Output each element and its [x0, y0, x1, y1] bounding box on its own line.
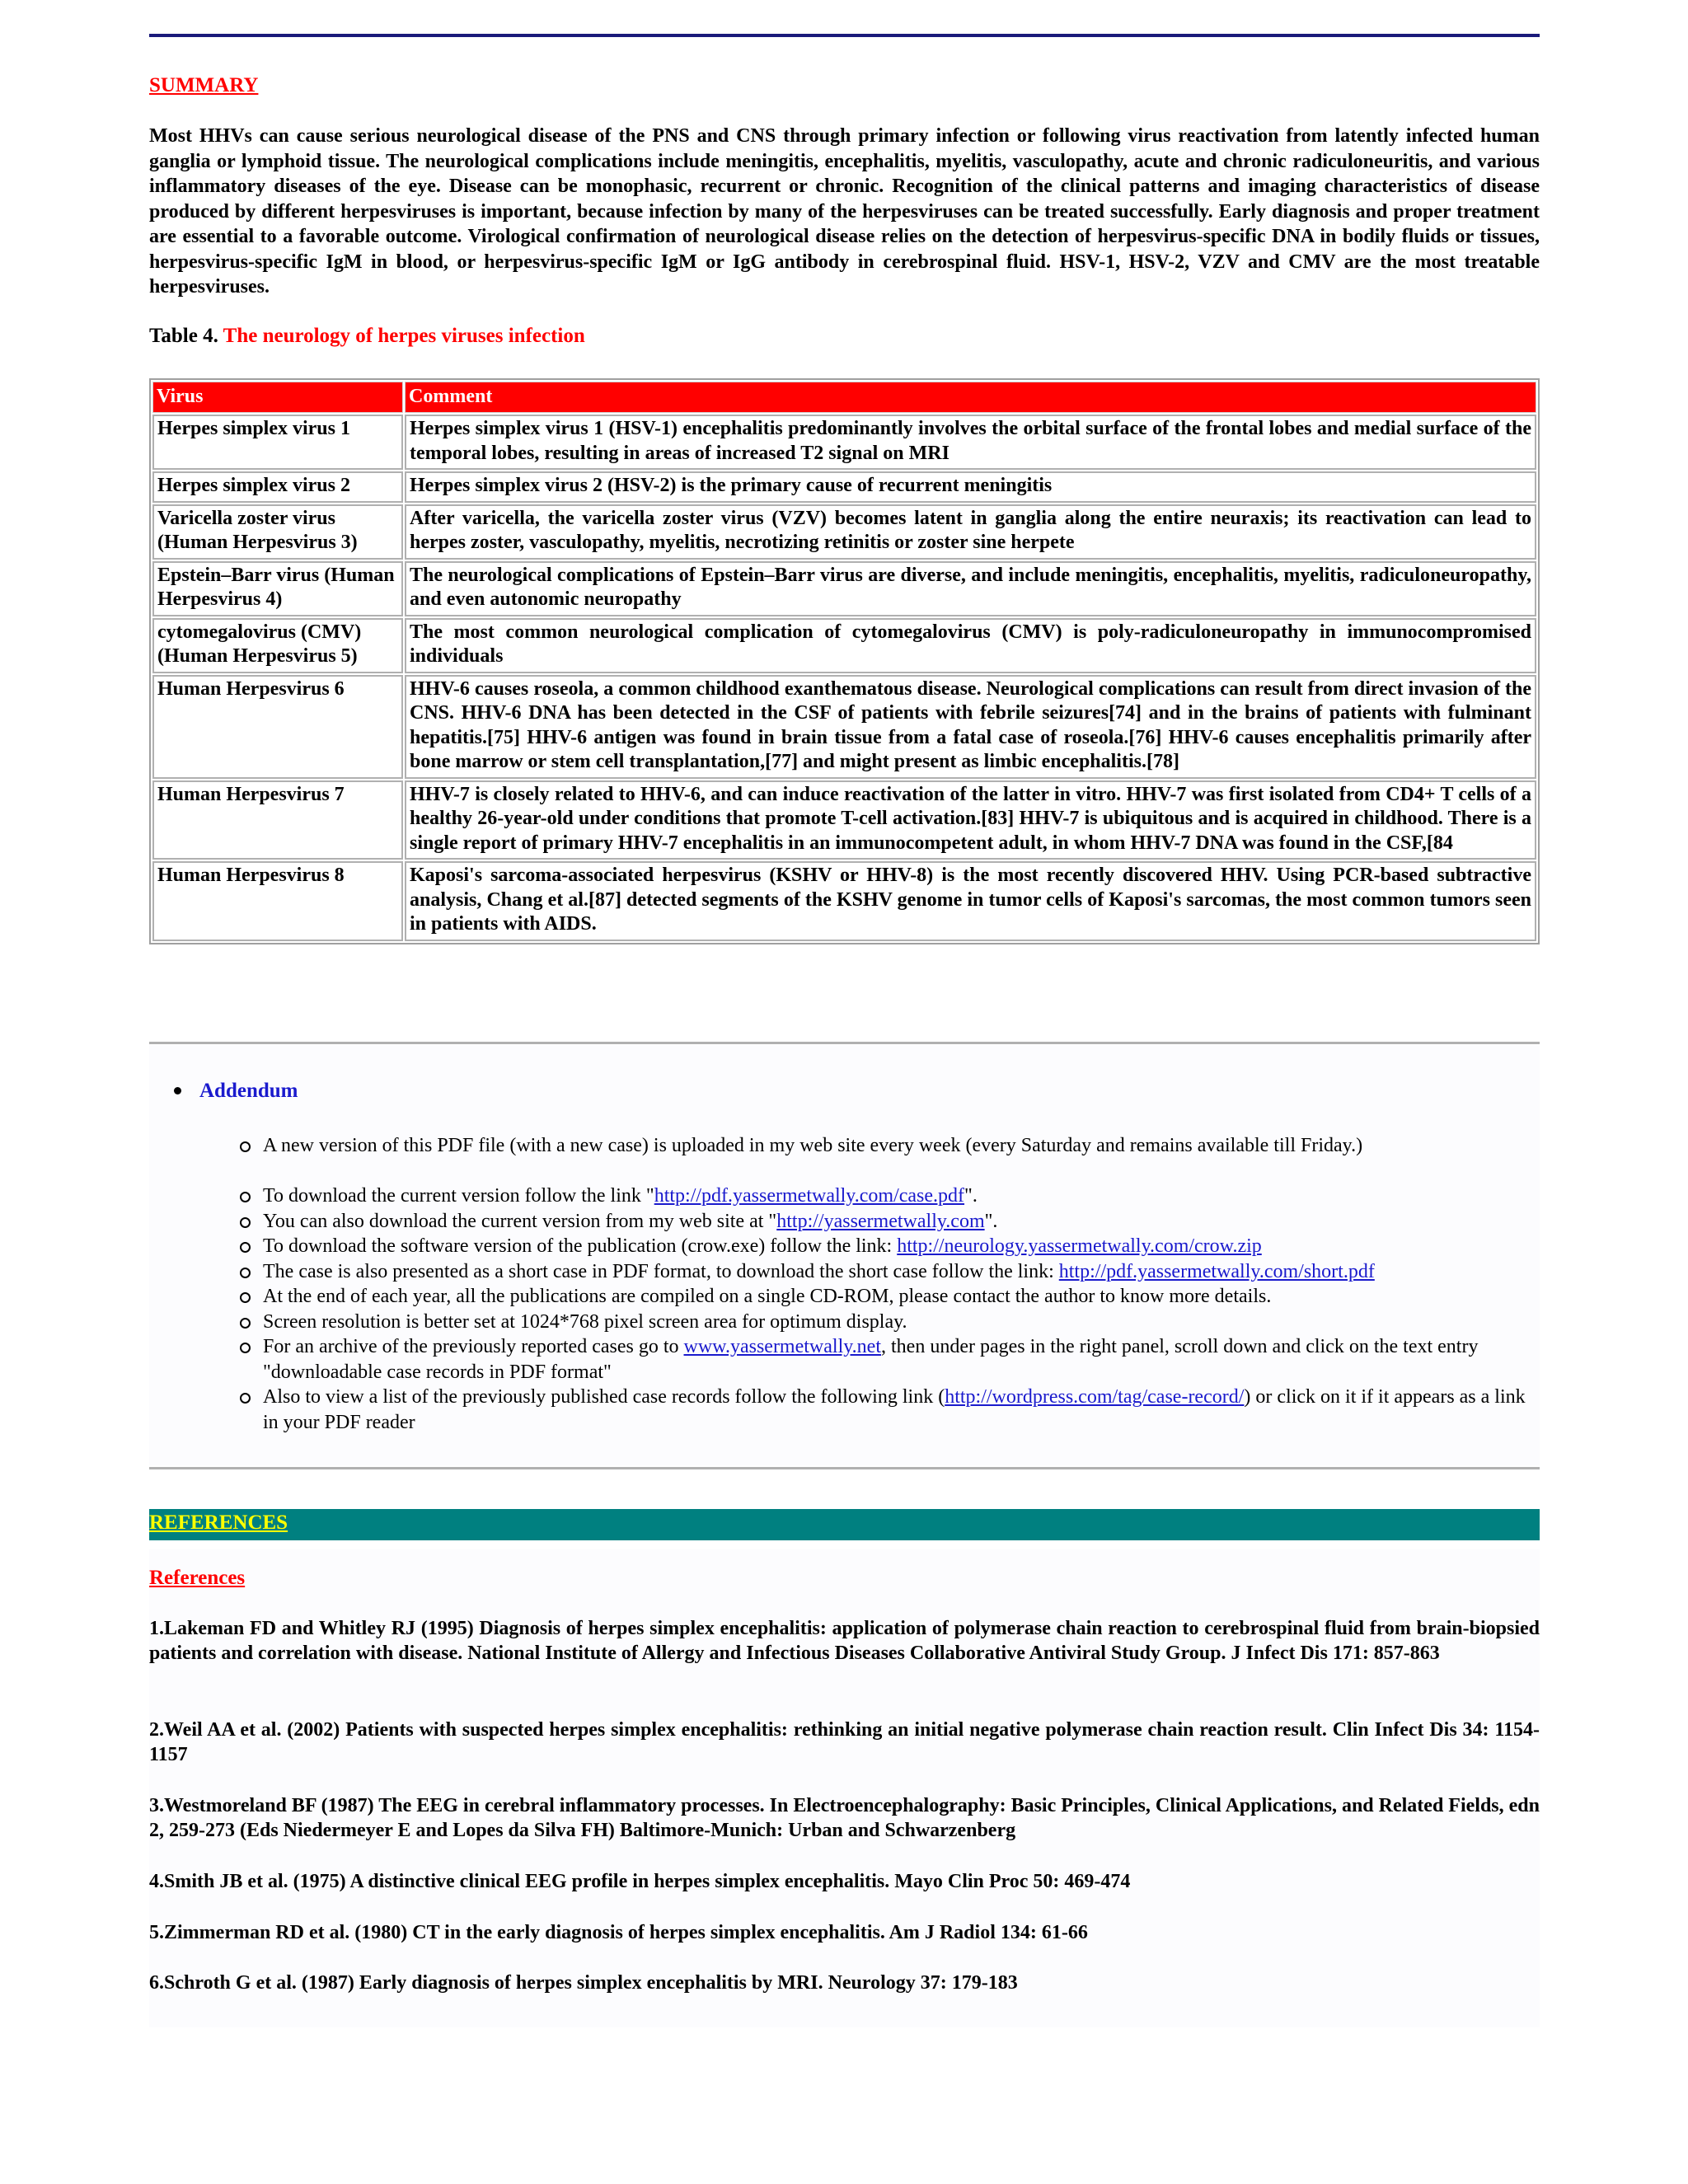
table-row — [152, 471, 1536, 503]
list-item: At the end of each year, all the publications are compiled on a single CD-ROM, please contact the author to know more details. — [240, 1284, 1526, 1310]
comment-cell: HHV-6 causes roseola, a common childhood exanthematous disease. Neurological complications can result from direct invasion of the CNS. HHV-6 DNA has been detected in the CSF of patients with febrile seizures[74] and in the brains of patients with fulminant hepatitis.[75] HHV-6 antigen was found in brain tissue from a fatal case of roseola.[76] HHV-6 causes encephalitis primarily after bone marrow or stem cell transplantation,[77] and might present as limbic encephalitis.[78] — [405, 675, 1536, 779]
comment-cell: The most common neurological complication of cytomegalovirus (CMV) is poly-radiculoneuropathy in immunocompromised individuals — [405, 618, 1536, 673]
list-item: Screen resolution is better set at 1024*768 pixel screen area for optimum display. — [240, 1310, 1526, 1335]
virus-cell: Epstein–Barr virus (Human Herpesvirus 4) — [152, 561, 403, 616]
addendum-links-list — [240, 1183, 1526, 1435]
list-item — [240, 1234, 1526, 1259]
item-text: Also to view a list of the previously published case records follow the following link ( — [263, 1386, 945, 1408]
reference-item: 3.Westmoreland BF (1987) The EEG in cerebral inflammatory processes. In Electroencephalography: Basic Principles, Clinical Applications, and Related Fields, edn 2, 259-273 (Eds Niedermeyer E and Lopes da Silva FH) Baltimore-Munich: Urban and Schwarzenberg — [149, 1795, 1540, 1841]
case-record-link[interactable]: http://wordpress.com/tag/case-record/ — [945, 1386, 1245, 1408]
table-caption — [149, 325, 585, 348]
item-text: You can also download the current version from my web site at " — [263, 1210, 777, 1232]
item-text: ) or click on it if it appears as a link in your PDF reader — [263, 1386, 1526, 1433]
column-header-comment: Comment — [405, 382, 1536, 413]
comment-cell: After varicella, the varicella zoster virus (VZV) becomes latent in ganglia along the entire neuraxis; its reactivation can lead to herpes zoster, vasculopathy, myelitis, necrotizing retinitis or zoster sine herpete — [405, 504, 1536, 560]
list-item — [240, 1183, 1526, 1209]
table-row — [152, 504, 1536, 560]
references-bar — [149, 1509, 1540, 1540]
table-row — [152, 618, 1536, 673]
bullet-icon — [174, 1087, 181, 1094]
virus-cell: Herpes simplex virus 1 — [152, 415, 403, 470]
table-row — [152, 415, 1536, 470]
table-caption-prefix: Table 4. — [149, 325, 218, 347]
crow-zip-link[interactable]: http://neurology.yassermetwally.com/crow.zip — [897, 1235, 1262, 1257]
table-caption-title: The neurology of herpes viruses infection — [223, 325, 585, 347]
list-item — [240, 1334, 1526, 1385]
table-row — [152, 861, 1536, 941]
references-bar-title: REFERENCES — [149, 1511, 288, 1534]
item-text: ". — [984, 1210, 998, 1232]
addendum-intro-list — [240, 1133, 1526, 1159]
virus-cell: cytomegalovirus (CMV) (Human Herpesvirus 5) — [152, 618, 403, 673]
item-text: , then under pages in the right panel, scroll down and click on the text entry "downloadable case records in PDF format" — [263, 1336, 1479, 1383]
list-item — [240, 1385, 1526, 1435]
reference-item: 6.Schroth G et al. (1987) Early diagnosis of herpes simplex encephalitis by MRI. Neurology 37: 179-183 — [149, 1972, 1018, 1994]
list-item: A new version of this PDF file (with a new case) is uploaded in my web site every week (every Saturday and remains available till Friday.) — [240, 1133, 1526, 1159]
divider — [149, 1042, 1540, 1044]
virus-cell: Human Herpesvirus 6 — [152, 675, 403, 779]
comment-cell: Herpes simplex virus 1 (HSV-1) encephalitis predominantly involves the orbital surface of the frontal lobes and medial surface of the temporal lobes, resulting in areas of increased T2 signal on MRI — [405, 415, 1536, 470]
summary-heading: SUMMARY — [149, 74, 259, 96]
virus-cell: Human Herpesvirus 7 — [152, 780, 403, 860]
item-text: For an archive of the previously reported cases go to — [263, 1336, 684, 1357]
list-item — [240, 1259, 1526, 1285]
case-pdf-link[interactable]: http://pdf.yassermetwally.com/case.pdf — [654, 1185, 965, 1207]
item-text: ". — [964, 1185, 978, 1207]
virus-cell: Varicella zoster virus (Human Herpesvirus 3) — [152, 504, 403, 560]
comment-cell: Herpes simplex virus 2 (HSV-2) is the primary cause of recurrent meningitis — [405, 471, 1536, 503]
comment-cell: The neurological complications of Epstein–Barr virus are diverse, and include meningitis, encephalitis, myelitis, radiculoneuropathy, and even autonomic neuropathy — [405, 561, 1536, 616]
reference-item: 1.Lakeman FD and Whitley RJ (1995) Diagnosis of herpes simplex encephalitis: application of polymerase chain reaction to cerebrospinal fluid from brain-biopsied patients and correlation with disease. National Institute of Allergy and Infectious Diseases Collaborative Antiviral Study Group. J Infect Dis 171: 857-863 — [149, 1618, 1540, 1664]
comment-cell: HHV-7 is closely related to HHV-6, and can induce reactivation of the latter in vitro. HHV-7 was first isolated from CD4+ T cells of a healthy 26-year-old under conditions that promote T-cell activation.[83] HHV-7 is ubiquitous and is acquired in childhood. There is a single report of primary HHV-7 encephalitis in an immunocompetent adult, in whom HHV-7 DNA was found in the CSF,[84 — [405, 780, 1536, 860]
herpes-virus-table — [149, 378, 1540, 944]
table-row — [152, 780, 1536, 860]
virus-cell: Herpes simplex virus 2 — [152, 471, 403, 503]
archive-link[interactable]: www.yassermetwally.net — [683, 1336, 881, 1357]
column-header-virus: Virus — [152, 382, 403, 413]
summary-paragraph: Most HHVs can cause serious neurological disease of the PNS and CNS through primary infection or following virus reactivation from latently infected human ganglia or lymphoid tissue. The neurological complications include meningitis, encephalitis, myelitis, vasculopathy, acute and chronic radiculoneuritis, and various inflammatory diseases of the eye. Disease can be monophasic, recurrent or chronic. Recognition of the clinical patterns and imaging characteristics of disease produced by different herpesviruses is important, because infection by many of the herpesviruses can be treated successfully. Early diagnosis and proper treatment are essential to a favorable outcome. Virological confirmation of neurological disease relies on the detection of herpesvirus-specific DNA in bodily fluids or tissues, herpesvirus-specific IgM in blood, or herpesvirus-specific IgM or IgG antibody in cerebrospinal fluid. HSV-1, HSV-2, VZV and CMV are the most treatable herpesviruses. — [149, 125, 1540, 298]
table-row — [152, 675, 1536, 779]
addendum-title: Addendum — [199, 1080, 298, 1102]
item-text: To download the software version of the publication (crow.exe) follow the link: — [263, 1235, 898, 1257]
list-item — [240, 1209, 1526, 1235]
reference-item: 2.Weil AA et al. (2002) Patients with suspected herpes simplex encephalitis: rethinking an initial negative polymerase chain reaction result. Clin Infect Dis 34: 1154-1157 — [149, 1719, 1540, 1765]
short-pdf-link[interactable]: http://pdf.yassermetwally.com/short.pdf — [1058, 1260, 1375, 1282]
table-header-row — [152, 382, 1536, 413]
reference-item: 5.Zimmerman RD et al. (1980) CT in the early diagnosis of herpes simplex encephalitis. Am J Radiol 134: 61-66 — [149, 1922, 1088, 1943]
virus-cell: Human Herpesvirus 8 — [152, 861, 403, 941]
reference-item: 4.Smith JB et al. (1975) A distinctive clinical EEG profile in herpes simplex encephalitis. Mayo Clin Proc 50: 469-474 — [149, 1871, 1131, 1892]
addendum-heading — [174, 1080, 298, 1103]
item-text: The case is also presented as a short case in PDF format, to download the short case follow the link: — [263, 1260, 1059, 1282]
website-link[interactable]: http://yassermetwally.com — [776, 1210, 985, 1232]
references-subheading: References — [149, 1567, 246, 1589]
top-rule — [149, 34, 1540, 37]
divider — [149, 1467, 1540, 1469]
item-text: To download the current version follow the link " — [263, 1185, 654, 1207]
comment-cell: Kaposi's sarcoma-associated herpesvirus (KSHV or HHV-8) is the most recently discovered HHV. Using PCR-based subtractive analysis, Chang et al.[87] detected segments of the KSHV genome in tumor cells of Kaposi's sarcomas, the most common tumors seen in patients with AIDS. — [405, 861, 1536, 941]
table-row — [152, 561, 1536, 616]
